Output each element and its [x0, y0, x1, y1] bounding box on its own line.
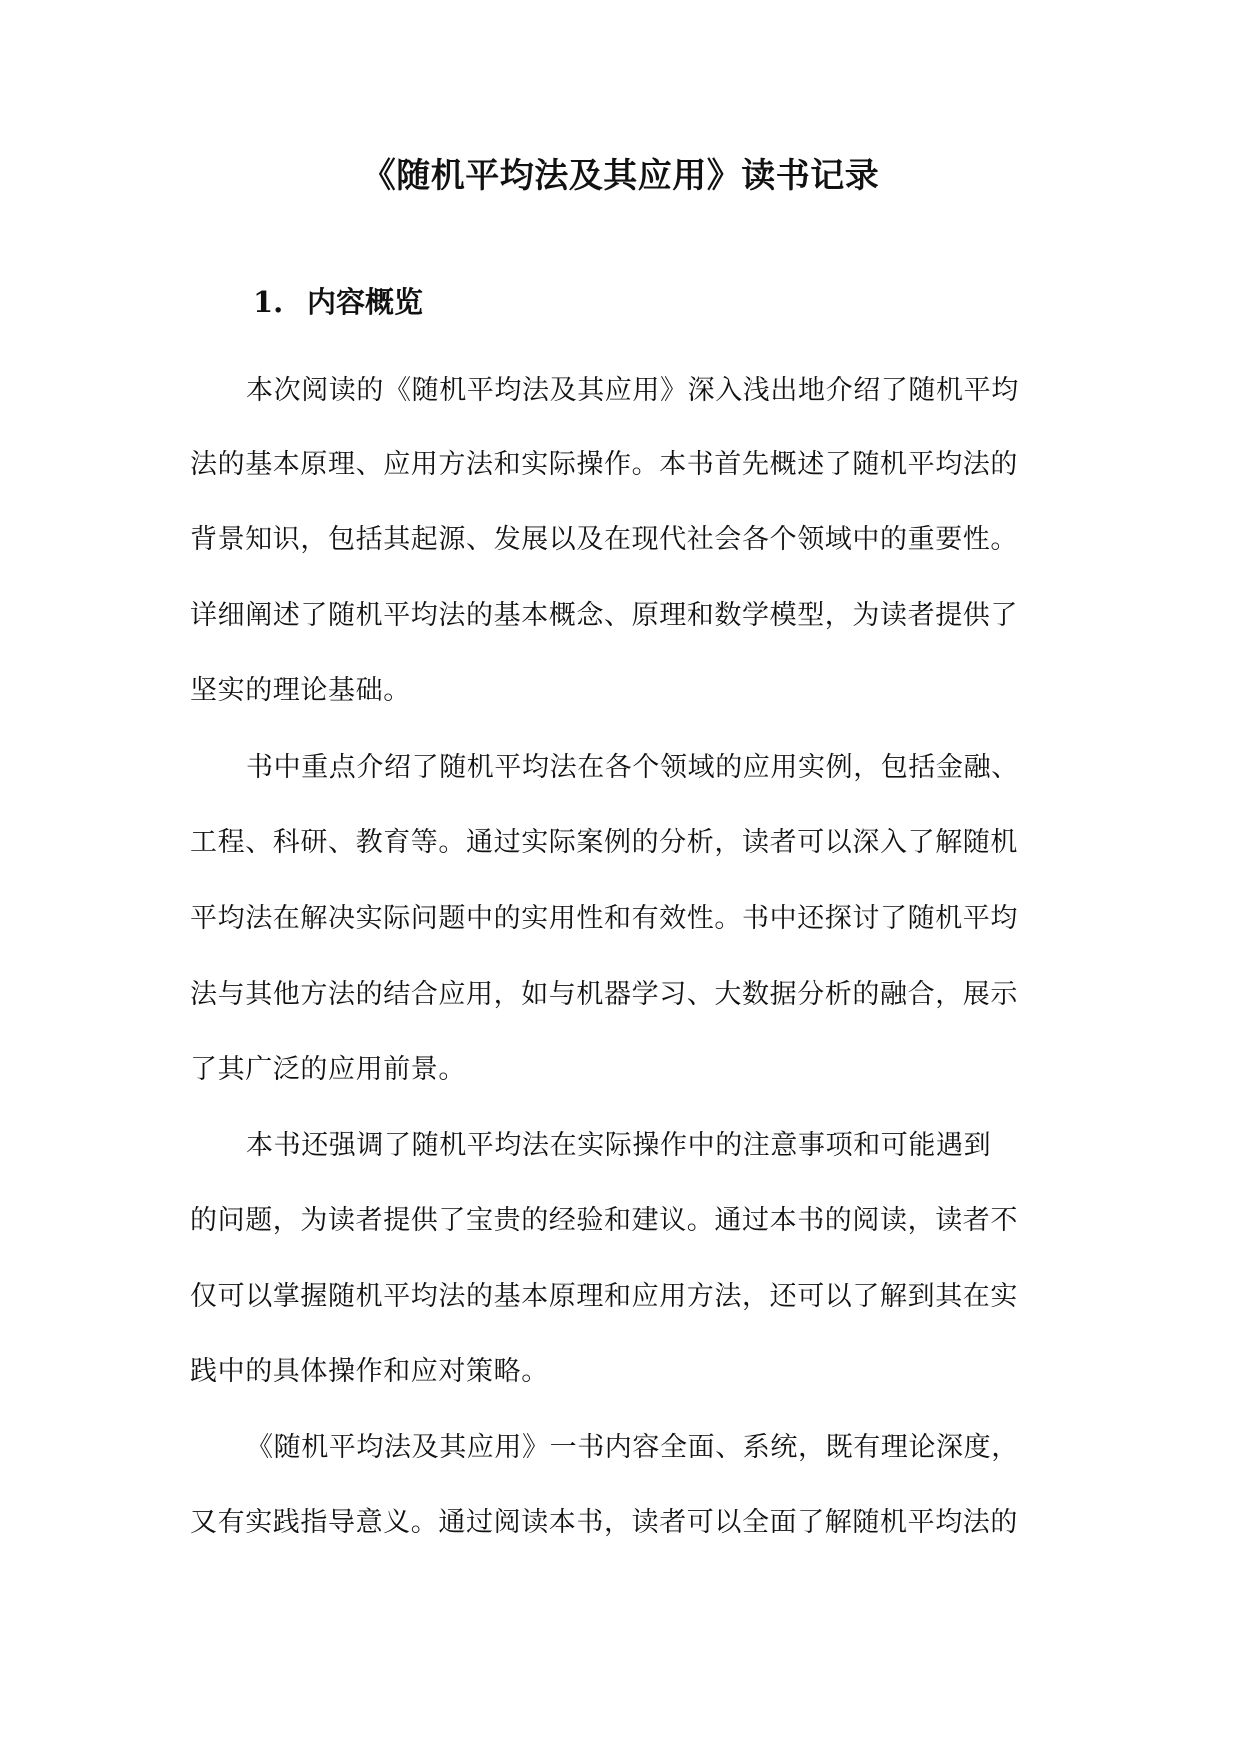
- paragraph-line: 本次阅读的《随机平均法及其应用》深入浅出地介绍了随机平均: [246, 375, 1019, 406]
- paragraph-line: 工程、科研、教育等。通过实际案例的分析，读者可以深入了解随机: [190, 827, 1018, 858]
- section-number: 1.: [253, 285, 284, 319]
- paragraph-line: 法的基本原理、应用方法和实际操作。本书首先概述了随机平均法的: [190, 449, 1018, 480]
- paragraph-line: 了其广泛的应用前景。: [190, 1054, 466, 1085]
- paragraph-line: 《随机平均法及其应用》一书内容全面、系统，既有理论深度，: [246, 1432, 1019, 1463]
- paragraph-line: 践中的具体操作和应对策略。: [190, 1356, 549, 1387]
- paragraph-line: 背景知识，包括其起源、发展以及在现代社会各个领域中的重要性。: [190, 524, 1018, 555]
- paragraph-line: 仅可以掌握随机平均法的基本原理和应用方法，还可以了解到其在实: [190, 1281, 1018, 1312]
- paragraph-line: 平均法在解决实际问题中的实用性和有效性。书中还探讨了随机平均: [190, 903, 1018, 934]
- paragraph-line: 本书还强调了随机平均法在实际操作中的注意事项和可能遇到: [246, 1130, 992, 1161]
- paragraph-line: 又有实践指导意义。通过阅读本书，读者可以全面了解随机平均法的: [190, 1507, 1018, 1538]
- paragraph-line: 坚实的理论基础。: [190, 675, 411, 706]
- paragraph-line: 详细阐述了随机平均法的基本概念、原理和数学模型，为读者提供了: [190, 600, 1018, 631]
- paragraph-line: 书中重点介绍了随机平均法在各个领域的应用实例，包括金融、: [246, 752, 1019, 783]
- paragraph-line: 法与其他方法的结合应用，如与机器学习、大数据分析的融合，展示: [190, 979, 1018, 1010]
- section-heading: [253, 280, 423, 324]
- paragraph-line: 的问题，为读者提供了宝贵的经验和建议。通过本书的阅读，读者不: [190, 1205, 1018, 1236]
- section-heading-text: 内容概览: [307, 285, 424, 319]
- document-title: 《随机平均法及其应用》读书记录: [361, 156, 880, 196]
